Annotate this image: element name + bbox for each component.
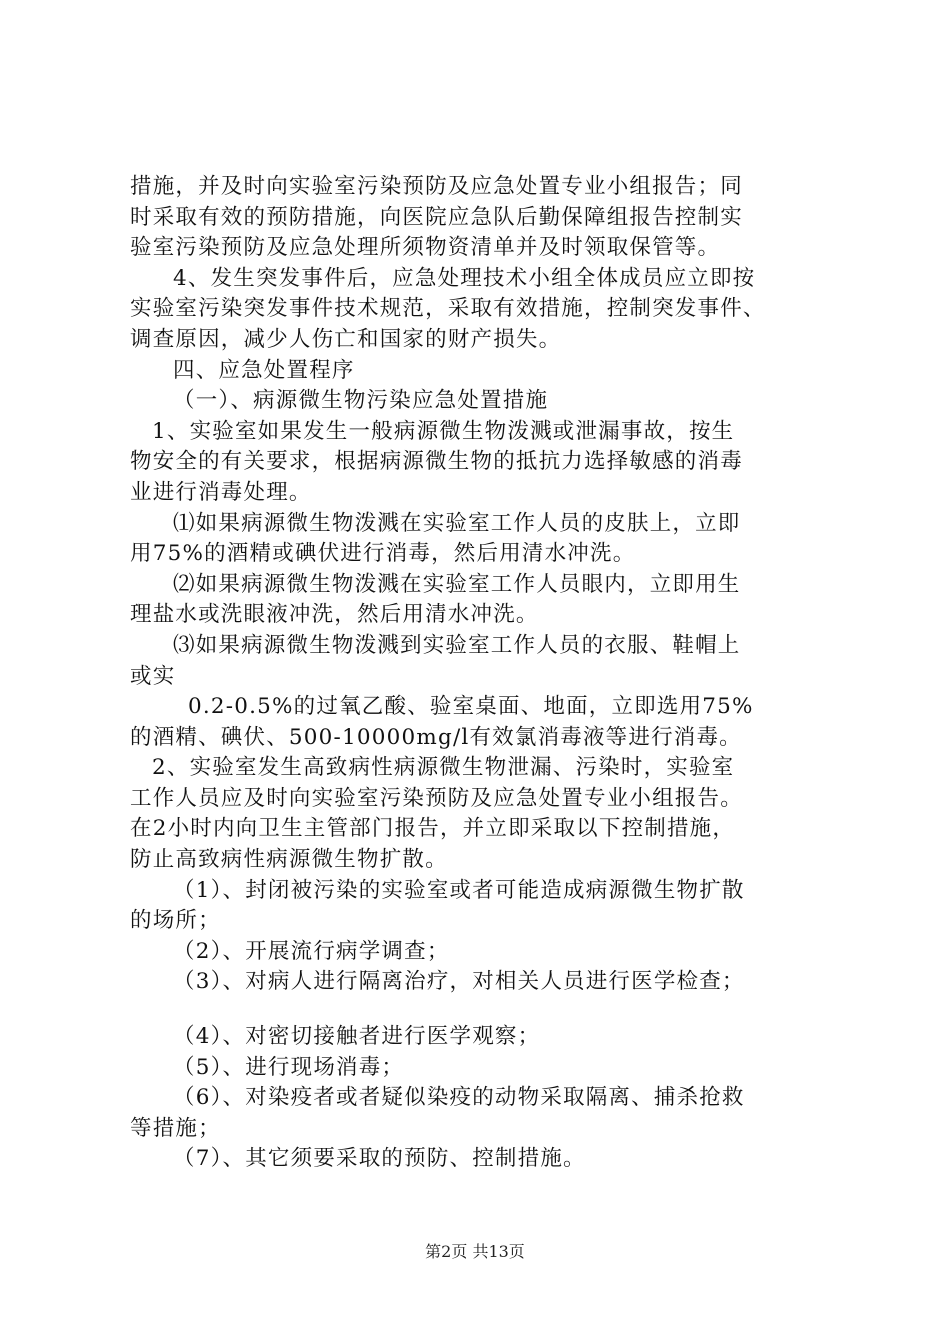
document-body bbox=[130, 172, 830, 1175]
text-line: 的酒精、碘伏、500-10000mg/l有效氯消毒液等进行消毒。 bbox=[130, 724, 742, 750]
text-line: 防止高致病性病源微生物扩散。 bbox=[130, 847, 448, 873]
list-item: （7）、其它须要采取的预防、控制措施。 bbox=[173, 1146, 586, 1172]
text-line: 验室污染预防及应急处理所须物资清单并及时领取保管等。 bbox=[130, 235, 721, 261]
list-item: （1）、封闭被污染的实验室或者可能造成病源微生物扩散 bbox=[173, 877, 745, 903]
text-line: ⑴如果病源微生物泼溅在实验室工作人员的皮肤上，立即 bbox=[173, 510, 741, 536]
text-line: 时采取有效的预防措施，向医院应急队后勤保障组报告控制实 bbox=[130, 204, 743, 230]
text-line: ⑵如果病源微生物泼溅在实验室工作人员眼内，立即用生 bbox=[173, 571, 741, 597]
text-line: 或实 bbox=[130, 663, 176, 689]
subsection-heading: （一）、病源微生物污染应急处置措施 bbox=[173, 388, 549, 414]
text-line: 4、发生突发事件后，应急处理技术小组全体成员应立即按 bbox=[173, 265, 756, 291]
section-heading: 四、应急处置程序 bbox=[173, 357, 355, 383]
text-line: 物安全的有关要求，根据病源微生物的抵抗力选择敏感的消毒 bbox=[130, 449, 743, 475]
list-item: （6）、对染疫者或者疑似染疫的动物采取隔离、捕杀抢救 bbox=[173, 1085, 745, 1111]
text-line: 1、实验室如果发生一般病源微生物泼溅或泄漏事故，按生 bbox=[152, 418, 735, 444]
text-line: 的场所； bbox=[130, 908, 221, 934]
list-item: （5）、进行现场消毒； bbox=[173, 1054, 405, 1080]
text-line: 调查原因，减少人伤亡和国家的财产损失。 bbox=[130, 326, 562, 352]
text-line: 理盐水或洗眼液冲洗，然后用清水冲洗。 bbox=[130, 602, 539, 628]
text-line: 工作人员应及时向实验室污染预防及应急处置专业小组报告。 bbox=[130, 785, 743, 811]
list-item: （2）、开展流行病学调查； bbox=[173, 938, 450, 964]
text-line: ⑶如果病源微生物泼溅到实验室工作人员的衣服、鞋帽上 bbox=[173, 632, 741, 658]
list-item: （3）、对病人进行隔离治疗，对相关人员进行医学检查； bbox=[173, 969, 745, 995]
text-line: 在2小时内向卫生主管部门报告，并立即采取以下控制措施， bbox=[130, 816, 736, 842]
page-footer: 第2页 共13页 bbox=[425, 1242, 525, 1261]
text-line: 2、实验室发生高致病性病源微生物泄漏、污染时，实验室 bbox=[152, 755, 735, 781]
blank-line bbox=[130, 998, 830, 1022]
text-line: 实验室污染突发事件技术规范，采取有效措施，控制突发事件、 bbox=[130, 296, 766, 322]
text-line: 业进行消毒处理。 bbox=[130, 479, 312, 505]
text-line: 措施，并及时向实验室污染预防及应急处置专业小组报告；同 bbox=[130, 174, 743, 199]
list-item: （4）、对密切接触者进行医学观察； bbox=[173, 1024, 541, 1050]
text-line: 等措施； bbox=[130, 1115, 221, 1141]
text-line: 0.2-0.5%的过氧乙酸、验室桌面、地面，立即选用75% bbox=[188, 694, 754, 720]
text-line: 用75%的酒精或碘伏进行消毒，然后用清水冲洗。 bbox=[130, 541, 636, 567]
